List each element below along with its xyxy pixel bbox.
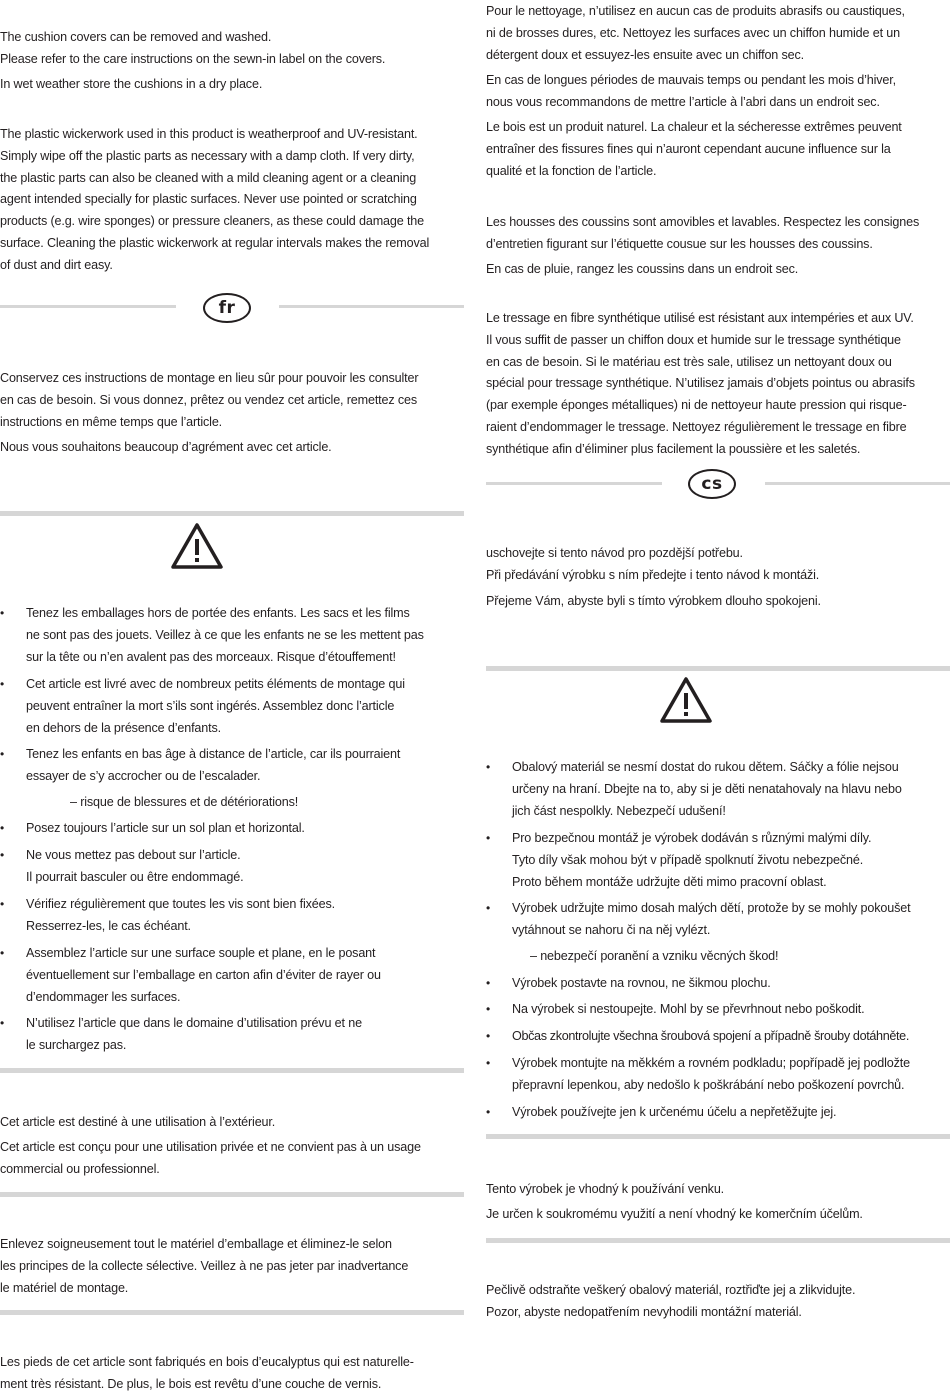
divider-right xyxy=(279,305,464,308)
en-cushion-care: The cushion covers can be removed and washed. Please refer to the care instructions on the sewn-in label on the covers. xyxy=(0,30,386,66)
en-wicker-care: The plastic wickerwork used in this product is weatherproof and UV-resistant. Simply wipe off the plastic parts as necessary with a damp cloth. If very dirty, the plastic parts can also be cleaned with a mild cleaning agent or a cleaning agent intended specially for plastic surfaces. Never use pointed or scratching products (e.g. wire sponges) or pressure cleaners, as these could damage the surface. Cleaning the plastic wickerwork at regular intervals makes the removal of dust and dirt easy. xyxy=(0,127,430,272)
bullet-icon: • xyxy=(486,1105,491,1119)
bullet-icon: • xyxy=(486,1029,491,1043)
warning-triangle-icon xyxy=(659,676,713,724)
bullet-icon: • xyxy=(0,897,5,911)
section-rule xyxy=(0,511,464,516)
language-badge-fr: fr xyxy=(203,293,251,323)
fr-wood-natural: Le bois est un produit naturel. La chaleur et la sécheresse extrêmes peuvent entraîner des fissures fines qui n’auront cependant aucune influence sur la qualité et la fonction de l’article. xyxy=(486,120,902,178)
bullet-icon: • xyxy=(486,1002,491,1016)
section-rule xyxy=(0,1310,464,1315)
divider-right xyxy=(765,482,950,485)
bullet-icon: • xyxy=(0,946,5,960)
bullet-icon: • xyxy=(0,606,5,620)
fr-outdoor-use: Cet article est destiné à une utilisation à l’extérieur. xyxy=(0,1115,276,1129)
bullet-icon: • xyxy=(0,1016,5,1030)
bullet-icon: • xyxy=(0,848,5,862)
bullet-icon: • xyxy=(486,976,491,990)
fr-cushion-covers: Les housses des coussins sont amovibles et lavables. Respectez les consignes d’entretien figurant sur l’étiquette cousue sur les housses des coussins. xyxy=(486,215,920,251)
section-rule xyxy=(0,1192,464,1197)
fr-private-use: Cet article est conçu pour une utilisation privée et ne convient pas à un usage commercial ou professionnel. xyxy=(0,1140,421,1176)
bullet-icon: • xyxy=(486,901,491,915)
cs-keep-instructions: uschovejte si tento návod pro pozdější potřebu. Při předávání výrobku s ním předejte i tento návod k montáži. xyxy=(486,546,820,582)
language-badge-cs: cs xyxy=(688,469,736,499)
bullet-icon: • xyxy=(0,821,5,835)
fr-bad-weather: En cas de longues périodes de mauvais temps ou pendant les mois d’hiver, nous vous recommandons de mettre l’article à l’abri dans un endroit sec. xyxy=(486,73,896,109)
section-rule xyxy=(486,1134,950,1139)
fr-cushion-rain: En cas de pluie, rangez les coussins dans un endroit sec. xyxy=(486,262,799,276)
en-cushion-storage: In wet weather store the cushions in a dry place. xyxy=(0,77,263,91)
cs-packaging: Pečlivě odstraňte veškerý obalový materiál, roztřiďte jej a zlikvidujte. Pozor, abyste nedopatřením nevyhodili montážní materiál. xyxy=(486,1283,856,1319)
fr-keep-instructions: Conservez ces instructions de montage en lieu sûr pour pouvoir les consulter en cas de besoin. Si vous donnez, prêtez ou vendez cet article, remettez ces instructions en même temps que l’article. xyxy=(0,371,419,429)
warning-triangle-icon xyxy=(170,522,224,570)
fr-wicker: Le tressage en fibre synthétique utilisé est résistant aux intempéries et aux UV. Il vous suffit de passer un chiffon doux et humide sur le tressage synthétique en cas de besoin. Si le matériau est très sale, utilisez un nettoyant doux ou spécial pour tressage synthétique. N’utilisez jamais d’objets pointus ou abrasifs (par exemple éponges métalliques) ni de nettoyeur haute pression qui risque- raient d’endommager le tressage. Nettoyez régulièrement le tressage en fibre synthétique afin d’éliminer plus facilement la poussière et les saletés. xyxy=(486,311,915,456)
fr-packaging: Enlevez soigneusement tout le matériel d’emballage et éliminez-le selon les principes de la collecte sélective. Veillez à ne pas jeter par inadvertance le matériel de montage. xyxy=(0,1237,409,1295)
bullet-icon: • xyxy=(0,677,5,691)
bullet-icon: • xyxy=(486,831,491,845)
fr-cleaning: Pour le nettoyage, n’utilisez en aucun cas de produits abrasifs ou caustiques, ni de brosses dures, etc. Nettoyez les surfaces avec un chiffon humide et un détergent doux et essuyez-les ensuite avec un chiffon sec. xyxy=(486,4,905,62)
warning-sub: – risque de blessures et de détériorations! xyxy=(70,795,299,809)
section-rule xyxy=(486,666,950,671)
divider-left xyxy=(0,305,176,308)
section-rule xyxy=(486,1238,950,1243)
cs-private-use: Je určen k soukromému využití a není vhodný ke komerčním účelům. xyxy=(486,1207,863,1221)
cs-enjoy: Přejeme Vám, abyste byli s tímto výrobkem dlouho spokojeni. xyxy=(486,594,821,608)
divider-left xyxy=(486,482,662,485)
fr-enjoy: Nous vous souhaitons beaucoup d’agrément avec cet article. xyxy=(0,440,332,454)
warning-sub: – nebezpečí poranění a vzniku věcných škod! xyxy=(530,949,779,963)
cs-outdoor-use: Tento výrobek je vhodný k používání venku. xyxy=(486,1182,725,1196)
fr-wood-feet: Les pieds de cet article sont fabriqués en bois d’eucalyptus qui est naturelle- ment très résistant. De plus, le bois est revêtu d’une couche de vernis. xyxy=(0,1355,414,1391)
bullet-icon: • xyxy=(486,1056,491,1070)
section-rule xyxy=(0,1068,464,1073)
bullet-icon: • xyxy=(486,760,491,774)
bullet-icon: • xyxy=(0,747,5,761)
